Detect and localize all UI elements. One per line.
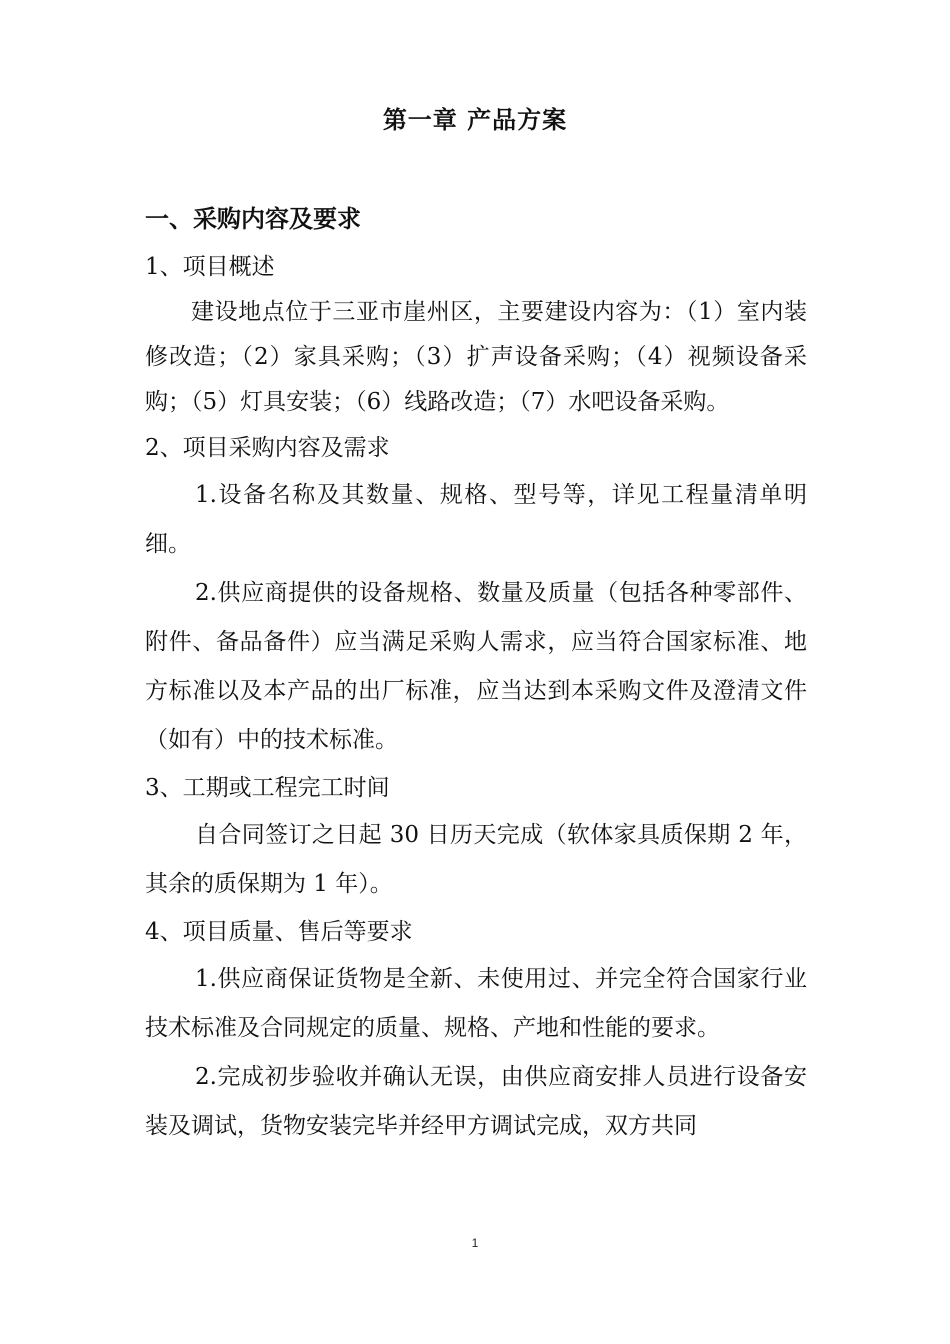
document-body [145, 196, 807, 1151]
item-heading: 4、项目质量、售后等要求 [145, 919, 413, 945]
paragraph: 2.供应商提供的设备规格、数量及质量（包括各种零部件、附件、备品备件）应当满足采购人需求，应当符合国家标准、地方标准以及本产品的出厂标准，应当达到本采购文件及澄清文件（如有）中的技术标准。 [145, 580, 807, 753]
item-heading: 2、项目采购内容及需求 [145, 435, 390, 461]
item-construction-period [145, 765, 807, 909]
item-heading: 1、项目概述 [145, 254, 275, 280]
item-project-overview [145, 244, 807, 425]
item-procurement-content [145, 425, 807, 765]
paragraph: 1.设备名称及其数量、规格、型号等，详见工程量清单明细。 [145, 482, 807, 557]
paragraph: 1.供应商保证货物是全新、未使用过、并完全符合国家行业技术标准及合同规定的质量、规格、产地和性能的要求。 [145, 966, 807, 1041]
section-heading: 一、采购内容及要求 [145, 204, 361, 233]
item-heading: 3、工期或工程完工时间 [145, 775, 390, 801]
page-number: 1 [471, 1236, 479, 1250]
paragraph: 2.完成初步验收并确认无误，由供应商安排人员进行设备安装及调试，货物安装完毕并经甲方调试完成，双方共同 [145, 1064, 807, 1139]
chapter-title: 第一章 产品方案 [382, 105, 568, 134]
item-quality-after-sales [145, 909, 807, 1151]
paragraph: 建设地点位于三亚市崖州区，主要建设内容为：（1）室内装修改造；（2）家具采购；（3）扩声设备采购；（4）视频设备采购；（5）灯具安装；（6）线路改造；（7）水吧设备采购。 [145, 299, 807, 415]
paragraph: 自合同签订之日起 30 日历天完成（软体家具质保期 2 年，其余的质保期为 1 年）。 [145, 822, 807, 897]
